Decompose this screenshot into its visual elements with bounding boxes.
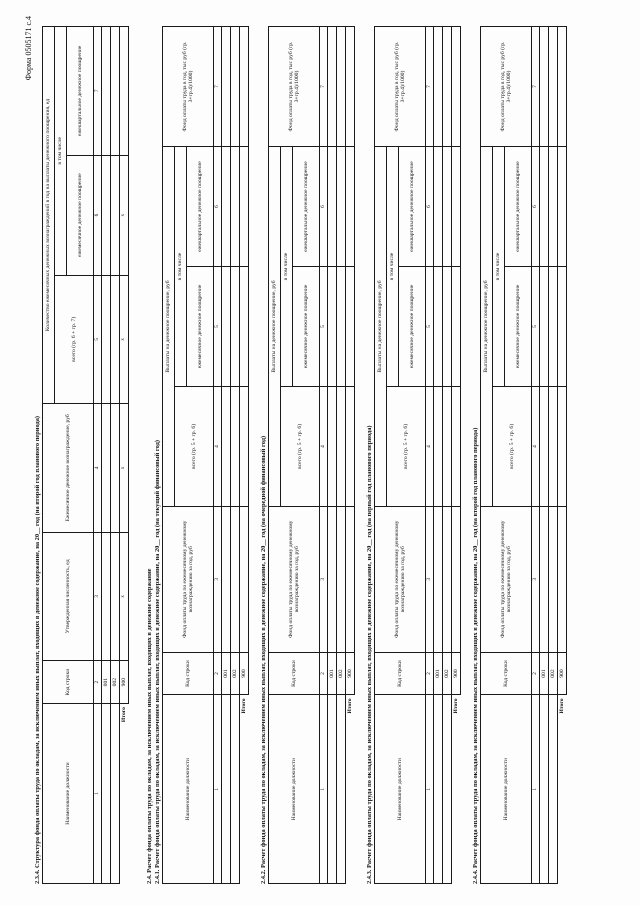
col-quarterly-bonus: ежеквартальное денежное поощрение (67, 27, 94, 156)
col-code: Код строки (43, 661, 94, 704)
section-2-3-4 (34, 26, 129, 884)
col-fund-monthly: Фонд оплаты труда по ежемесячному денежному вознаграждению за год, руб (375, 506, 426, 652)
section-title: 2.4.2. Расчет фонда оплаты труда по окладам, за исключением иных выплат, входящих в денежное содержание, на 20__ год (на очередной финансовый год) (260, 435, 267, 884)
table-row (549, 27, 558, 884)
col-number: 7 (426, 27, 434, 147)
col-incl: в том числе (281, 147, 293, 387)
col-total: всего (гр. 5 + гр. 6) (281, 386, 320, 506)
col-number: 7 (94, 27, 102, 156)
col-number: 2 (426, 652, 434, 695)
row-code: 001 (328, 652, 337, 695)
col-number: 7 (320, 27, 328, 147)
col-incl: в том числе (387, 147, 399, 387)
total-label: Итого (241, 698, 247, 714)
total-code: 900 (346, 652, 355, 695)
form-number: Форма 0505171 с.4 (24, 16, 33, 81)
table-row (222, 27, 231, 884)
col-monthly-bonus: ежемесячное денежное поощрение (505, 267, 532, 387)
col-number: 3 (426, 506, 434, 652)
col-position: Наименование должности (481, 695, 532, 884)
row-code: 002 (111, 661, 120, 704)
total-code: 900 (558, 652, 567, 695)
fund-table (374, 26, 461, 884)
col-number: 4 (214, 386, 222, 506)
col-quarterly-bonus: ежеквартальное денежное поощрение (399, 147, 426, 267)
col-number: 5 (532, 267, 540, 387)
col-code: Код строки (375, 652, 426, 695)
total-code: 900 (452, 652, 461, 695)
col-number: 4 (532, 386, 540, 506)
col-fund-year: Фонд оплаты труда в год, тыс руб (гр. 3+гр.4)/1000) (375, 27, 426, 147)
col-monthly-bonus: ежемесячное денежное поощрение (187, 267, 214, 387)
col-total: всего (гр. 5 + гр. 6) (175, 386, 214, 506)
total-mark: х (120, 275, 129, 404)
row-code: 001 (540, 652, 549, 695)
col-group-header: Выплаты на денежное поощрение, руб (375, 147, 387, 507)
col-number: 6 (426, 147, 434, 267)
col-incl: в том числе (493, 147, 505, 387)
table-row (102, 27, 111, 884)
col-total: всего (гр. 5 + гр. 6) (387, 386, 426, 506)
total-label: Итого (121, 707, 127, 723)
col-number: 7 (532, 27, 540, 147)
col-monthly-bonus: ежемесячное денежное поощрение (399, 267, 426, 387)
col-code: Код строки (269, 652, 320, 695)
col-staff: Утвержденная численность, ед (43, 532, 94, 661)
table-row (231, 27, 240, 884)
col-number: 3 (214, 506, 222, 652)
col-monthly-reward: Ежемесячное денежное вознаграждение, руб (43, 404, 94, 533)
col-group-header: Выплаты на денежное поощрение, руб (481, 147, 493, 507)
col-group-header: Выплаты на денежное поощрение, руб (163, 147, 175, 507)
row-code: 002 (443, 652, 452, 695)
col-total: всего (гр. 6 + гр. 7) (55, 275, 94, 404)
col-position: Наименование должности (269, 695, 320, 884)
section-2-4-1 (146, 26, 249, 884)
total-row (558, 27, 567, 884)
total-label: Итого (347, 698, 353, 714)
table-row (443, 27, 452, 884)
col-number: 3 (532, 506, 540, 652)
col-number: 5 (426, 267, 434, 387)
col-code: Код строки (163, 652, 214, 695)
col-incl: в том числе (55, 27, 67, 276)
total-mark: х (120, 155, 129, 275)
total-mark: х (120, 404, 129, 533)
col-number: 1 (426, 695, 434, 884)
col-number: 1 (320, 695, 328, 884)
table-row (328, 27, 337, 884)
col-quarterly-bonus: ежеквартальное денежное поощрение (293, 147, 320, 267)
col-fund-monthly: Фонд оплаты труда по ежемесячному денежному вознаграждению за год, руб (481, 506, 532, 652)
total-code: 900 (120, 661, 129, 704)
total-mark: х (120, 532, 129, 661)
col-fund-year: Фонд оплаты труда в год, тыс руб (гр. 3+гр.4)/1000) (269, 27, 320, 147)
col-number: 1 (214, 695, 222, 884)
col-number: 2 (94, 661, 102, 704)
table-row (337, 27, 346, 884)
col-number: 7 (214, 27, 222, 147)
fund-table (480, 26, 567, 884)
col-monthly-bonus: ежемесячное денежное поощрение (293, 267, 320, 387)
col-number: 1 (94, 704, 102, 884)
total-code: 900 (240, 652, 249, 695)
col-number: 5 (94, 275, 102, 404)
section-title: 2.3.4. Структура фонда оплаты труда по окладам, за исключением иных выплат, входящих в денежное содержание, на 20__ год (на второй год планового периода) (34, 415, 41, 884)
col-number: 4 (320, 386, 328, 506)
col-fund-monthly: Фонд оплаты труда по ежемесячному денежному вознаграждению за год, руб (269, 506, 320, 652)
table-row (111, 27, 120, 884)
col-number: 3 (320, 506, 328, 652)
col-number: 6 (214, 147, 222, 267)
table-row (434, 27, 443, 884)
structure-table (42, 26, 129, 884)
col-number: 4 (94, 404, 102, 533)
col-incl: в том числе (175, 147, 187, 387)
total-label: Итого (559, 698, 565, 714)
section-title: 2.4.3. Расчет фонда оплаты труда по окладам, за исключением иных выплат, входящих в денежное содержание, на 20__ год (на первый год планового периода) (366, 425, 373, 884)
col-fund-monthly: Фонд оплаты труда по ежемесячному денежному вознаграждению за год, руб (163, 506, 214, 652)
section-2-4-3 (366, 26, 461, 884)
col-position: Наименование должности (43, 704, 94, 884)
fund-table (268, 26, 355, 884)
section-2-4-4 (472, 26, 567, 884)
table-row (540, 27, 549, 884)
section-2-4-2 (260, 26, 355, 884)
col-number: 3 (94, 532, 102, 661)
col-total: всего (гр. 5 + гр. 6) (493, 386, 532, 506)
col-number: 5 (320, 267, 328, 387)
section-title: 2.4. Расчет фонда оплаты труда по окладам, за исключением иных выплат, входящих в денежное содержание (146, 568, 153, 884)
section-subtitle: 2.4.1. Расчет фонда оплаты труда по окладам, за исключением иных выплат, входящих в денежное содержание, на 20__ год (на текущий финансовый год) (154, 439, 161, 884)
col-number: 6 (320, 147, 328, 267)
col-fund-year: Фонд оплаты труда в год, тыс руб (гр. 3+гр.4)/1000) (163, 27, 214, 147)
total-row (120, 27, 129, 884)
row-code: 001 (434, 652, 443, 695)
col-position: Наименование должности (163, 695, 214, 884)
col-position: Наименование должности (375, 695, 426, 884)
col-number: 2 (532, 652, 540, 695)
col-number: 4 (426, 386, 434, 506)
col-code: Код строки (481, 652, 532, 695)
fund-table (162, 26, 249, 884)
col-quarterly-bonus: ежеквартальное денежное поощрение (505, 147, 532, 267)
row-code: 002 (337, 652, 346, 695)
total-row (346, 27, 355, 884)
col-group-header: Количество ежемесячных денежных вознаграждений в год на выплаты денежного поощрения, ед (43, 27, 55, 404)
row-code: 001 (102, 661, 111, 704)
col-number: 1 (532, 695, 540, 884)
col-number: 2 (320, 652, 328, 695)
total-row (452, 27, 461, 884)
row-code: 001 (222, 652, 231, 695)
col-number: 5 (214, 267, 222, 387)
col-monthly-bonus: ежемесячное денежное поощрение (67, 155, 94, 275)
row-code: 002 (231, 652, 240, 695)
col-group-header: Выплаты на денежное поощрение, руб (269, 147, 281, 507)
total-row (240, 27, 249, 884)
col-number: 2 (214, 652, 222, 695)
rotated-form-sheet (20, 10, 620, 890)
col-number: 6 (94, 155, 102, 275)
col-number: 6 (532, 147, 540, 267)
col-fund-year: Фонд оплаты труда в год, тыс руб (гр. 3+гр.4)/1000) (481, 27, 532, 147)
col-quarterly-bonus: ежеквартальное денежное поощрение (187, 147, 214, 267)
total-label: Итого (453, 698, 459, 714)
section-title: 2.4.4. Расчет фонда оплаты труда по окладам, за исключением иных выплат, входящих в денежное содержание, на 20__ год (на второй год планового периода) (472, 427, 479, 884)
row-code: 002 (549, 652, 558, 695)
